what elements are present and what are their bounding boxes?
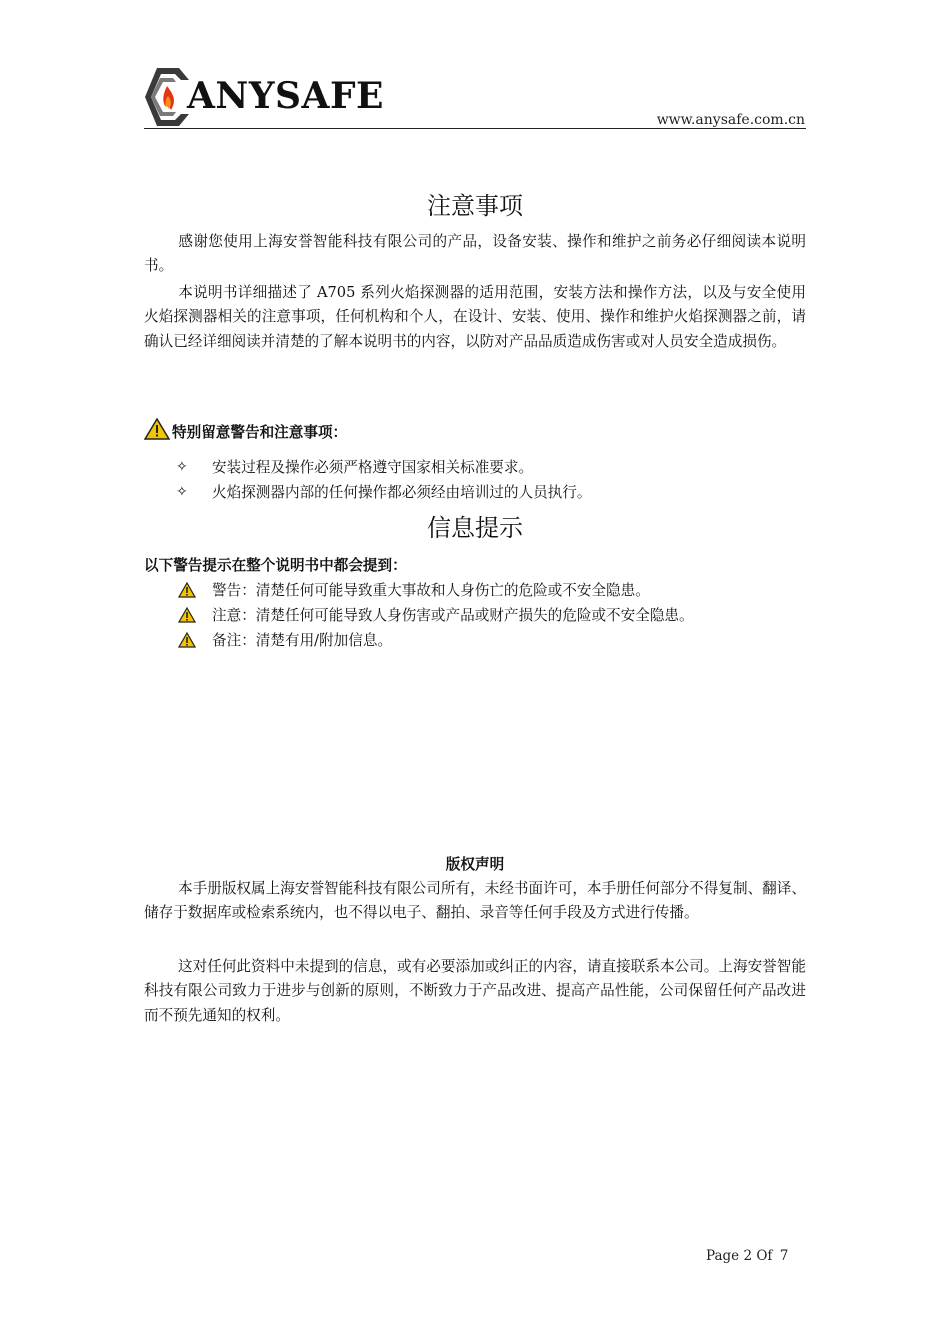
notice-title: 注意事项: [427, 192, 523, 220]
copyright-paragraph-1-text: 本手册版权属上海安誉智能科技有限公司所有，未经书面许可，本手册任何部分不得复制、翻译、储存于数据库或检索系统内，也不得以电子、翻拍、录音等任何手段及方式进行传播。: [144, 880, 806, 922]
total-pages: 7: [779, 1248, 789, 1264]
list-item-text: 安装过程及操作必须严格遵守国家相关标准要求。: [212, 459, 534, 476]
list-item: [176, 455, 591, 480]
notice-paragraph-2-text: 本说明书详细描述了 A705 系列火焰探测器的适用范围，安装方法和操作方法，以及与安全使用火焰探测器相关的注意事项，任何机构和个人，在设计、安装、使用、操作和维护火焰探测器之前，请确认已经详细阅读并清楚的了解本说明书的内容，以防对产品品质造成伤害或对人员安全造成损伤。: [144, 284, 806, 350]
notice-paragraph-1: [144, 230, 806, 279]
list-item: [176, 578, 694, 603]
diamond-outline-icon: ✧: [176, 484, 188, 500]
info-notice-list: [176, 578, 694, 653]
warning-heading-text: 特别留意警告和注意事项：: [172, 424, 348, 441]
list-item: [176, 603, 694, 628]
copyright-paragraph-2-text: 这对任何此资料中未提到的信息，或有必要添加或纠正的内容，请直接联系本公司。上海安誉智能科技有限公司致力于进步与创新的原则，不断致力于产品改进、提高产品性能，公司保留任何产品改进而不预先通知的权利。: [144, 958, 806, 1024]
copyright-paragraph-2: [144, 955, 806, 1028]
warning-triangle-icon: [178, 607, 196, 623]
list-item-text: 注意：清楚任何可能导致人身伤害或产品或财产损失的危险或不安全隐患。: [212, 607, 694, 624]
notice-paragraph-1-text: 感谢您使用上海安誉智能科技有限公司的产品，设备安装、操作和维护之前务必仔细阅读本说明书。: [144, 233, 806, 275]
info-title: 信息提示: [427, 514, 523, 542]
website-url: www.anysafe.com.cn: [656, 112, 805, 128]
copyright-paragraph-1: [144, 877, 806, 926]
page-label: Page 2 Of: [706, 1248, 773, 1264]
warning-triangle-icon: [178, 582, 196, 598]
page-number: [706, 1246, 791, 1266]
list-item-text: 警告：清楚任何可能导致重大事故和人身伤亡的危险或不安全隐患。: [212, 582, 650, 599]
notice-paragraph-2: [144, 281, 806, 354]
info-heading: 以下警告提示在整个说明书中都会提到：: [144, 557, 407, 574]
company-logo: [143, 66, 388, 128]
copyright-title: 版权声明: [445, 856, 505, 873]
logo-wordmark: ANYSAFE: [187, 75, 384, 117]
header-divider: [144, 128, 806, 129]
list-item-text: 备注：清楚有用/附加信息。: [212, 632, 393, 649]
list-item: [176, 628, 694, 653]
warning-triangle-icon: [178, 632, 196, 648]
logo-hexagon-flame-icon: [143, 66, 189, 128]
warning-triangle-icon: [144, 418, 170, 440]
list-item-text: 火焰探测器内部的任何操作都必须经由培训过的人员执行。: [212, 484, 592, 501]
warning-list: [176, 455, 591, 505]
diamond-outline-icon: ✧: [176, 459, 188, 475]
warning-heading: [144, 418, 347, 445]
list-item: [176, 480, 591, 505]
